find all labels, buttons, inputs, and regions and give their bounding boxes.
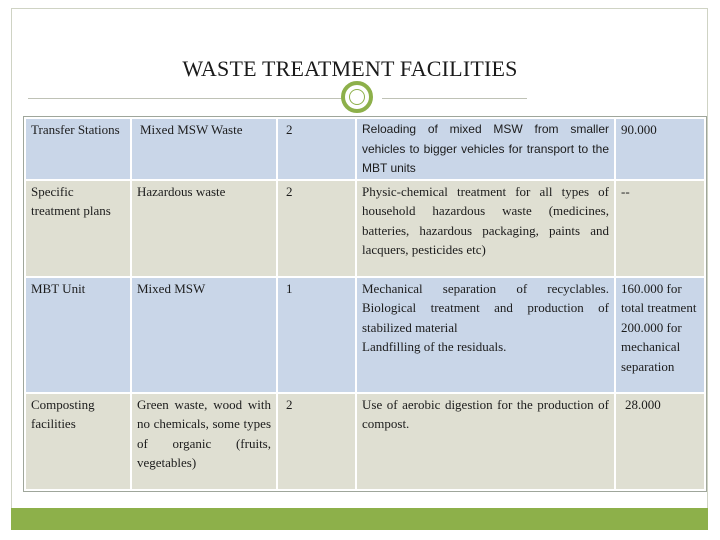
description-line: Mechanical separation of recyclables. Biological treatment and production of stabilized material xyxy=(362,280,609,335)
waste-type-cell: Mixed MSW xyxy=(132,278,276,392)
waste-type-cell: Green waste, wood with no chemicals, some types of organic (fruits, vegetables) xyxy=(132,394,276,490)
description-cell: Reloading of mixed MSW from smaller vehicles to bigger vehicles for transport to the MBT units xyxy=(357,119,614,179)
facility-cell: Transfer Stations xyxy=(26,119,130,179)
facility-cell: Composting facilities xyxy=(26,394,130,490)
facility-count-cell: 2 xyxy=(278,394,355,490)
description-cell: Use of aerobic digestion for the production of compost. xyxy=(357,394,614,490)
title-rule-left xyxy=(28,98,346,99)
capacity-cell: 28.000 xyxy=(616,394,704,490)
facility-cell: Specific treatment plans xyxy=(26,181,130,276)
waste-type-cell: Mixed MSW Waste xyxy=(132,119,276,179)
capacity-cell: -- xyxy=(616,181,704,276)
facility-count-cell: 2 xyxy=(278,181,355,276)
title-rule-right xyxy=(382,98,527,99)
facility-count-cell: 1 xyxy=(278,278,355,392)
waste-type-cell: Hazardous waste xyxy=(132,181,276,276)
table-row xyxy=(26,278,704,392)
page-title: WASTE TREATMENT FACILITIES xyxy=(182,56,518,81)
table-row xyxy=(26,181,704,276)
capacity-cell: 160.000 for total treatment 200.000 for mechanical separation xyxy=(616,278,704,392)
table-row xyxy=(26,119,704,179)
facilities-table xyxy=(23,116,707,492)
facility-count-cell: 2 xyxy=(278,119,355,179)
facility-cell: MBT Unit xyxy=(26,278,130,392)
table-row xyxy=(26,394,704,490)
description-cell xyxy=(357,278,614,392)
capacity-cell: 90.000 xyxy=(616,119,704,179)
ring-ornament-icon xyxy=(341,81,373,113)
footer-accent-bar xyxy=(11,508,708,530)
description-line: Landfilling of the residuals. xyxy=(362,339,507,354)
description-cell: Physic-chemical treatment for all types of household hazardous waste (medicines, batteries, hazardous packaging, paints and lacquers, pesticides etc) xyxy=(357,181,614,276)
